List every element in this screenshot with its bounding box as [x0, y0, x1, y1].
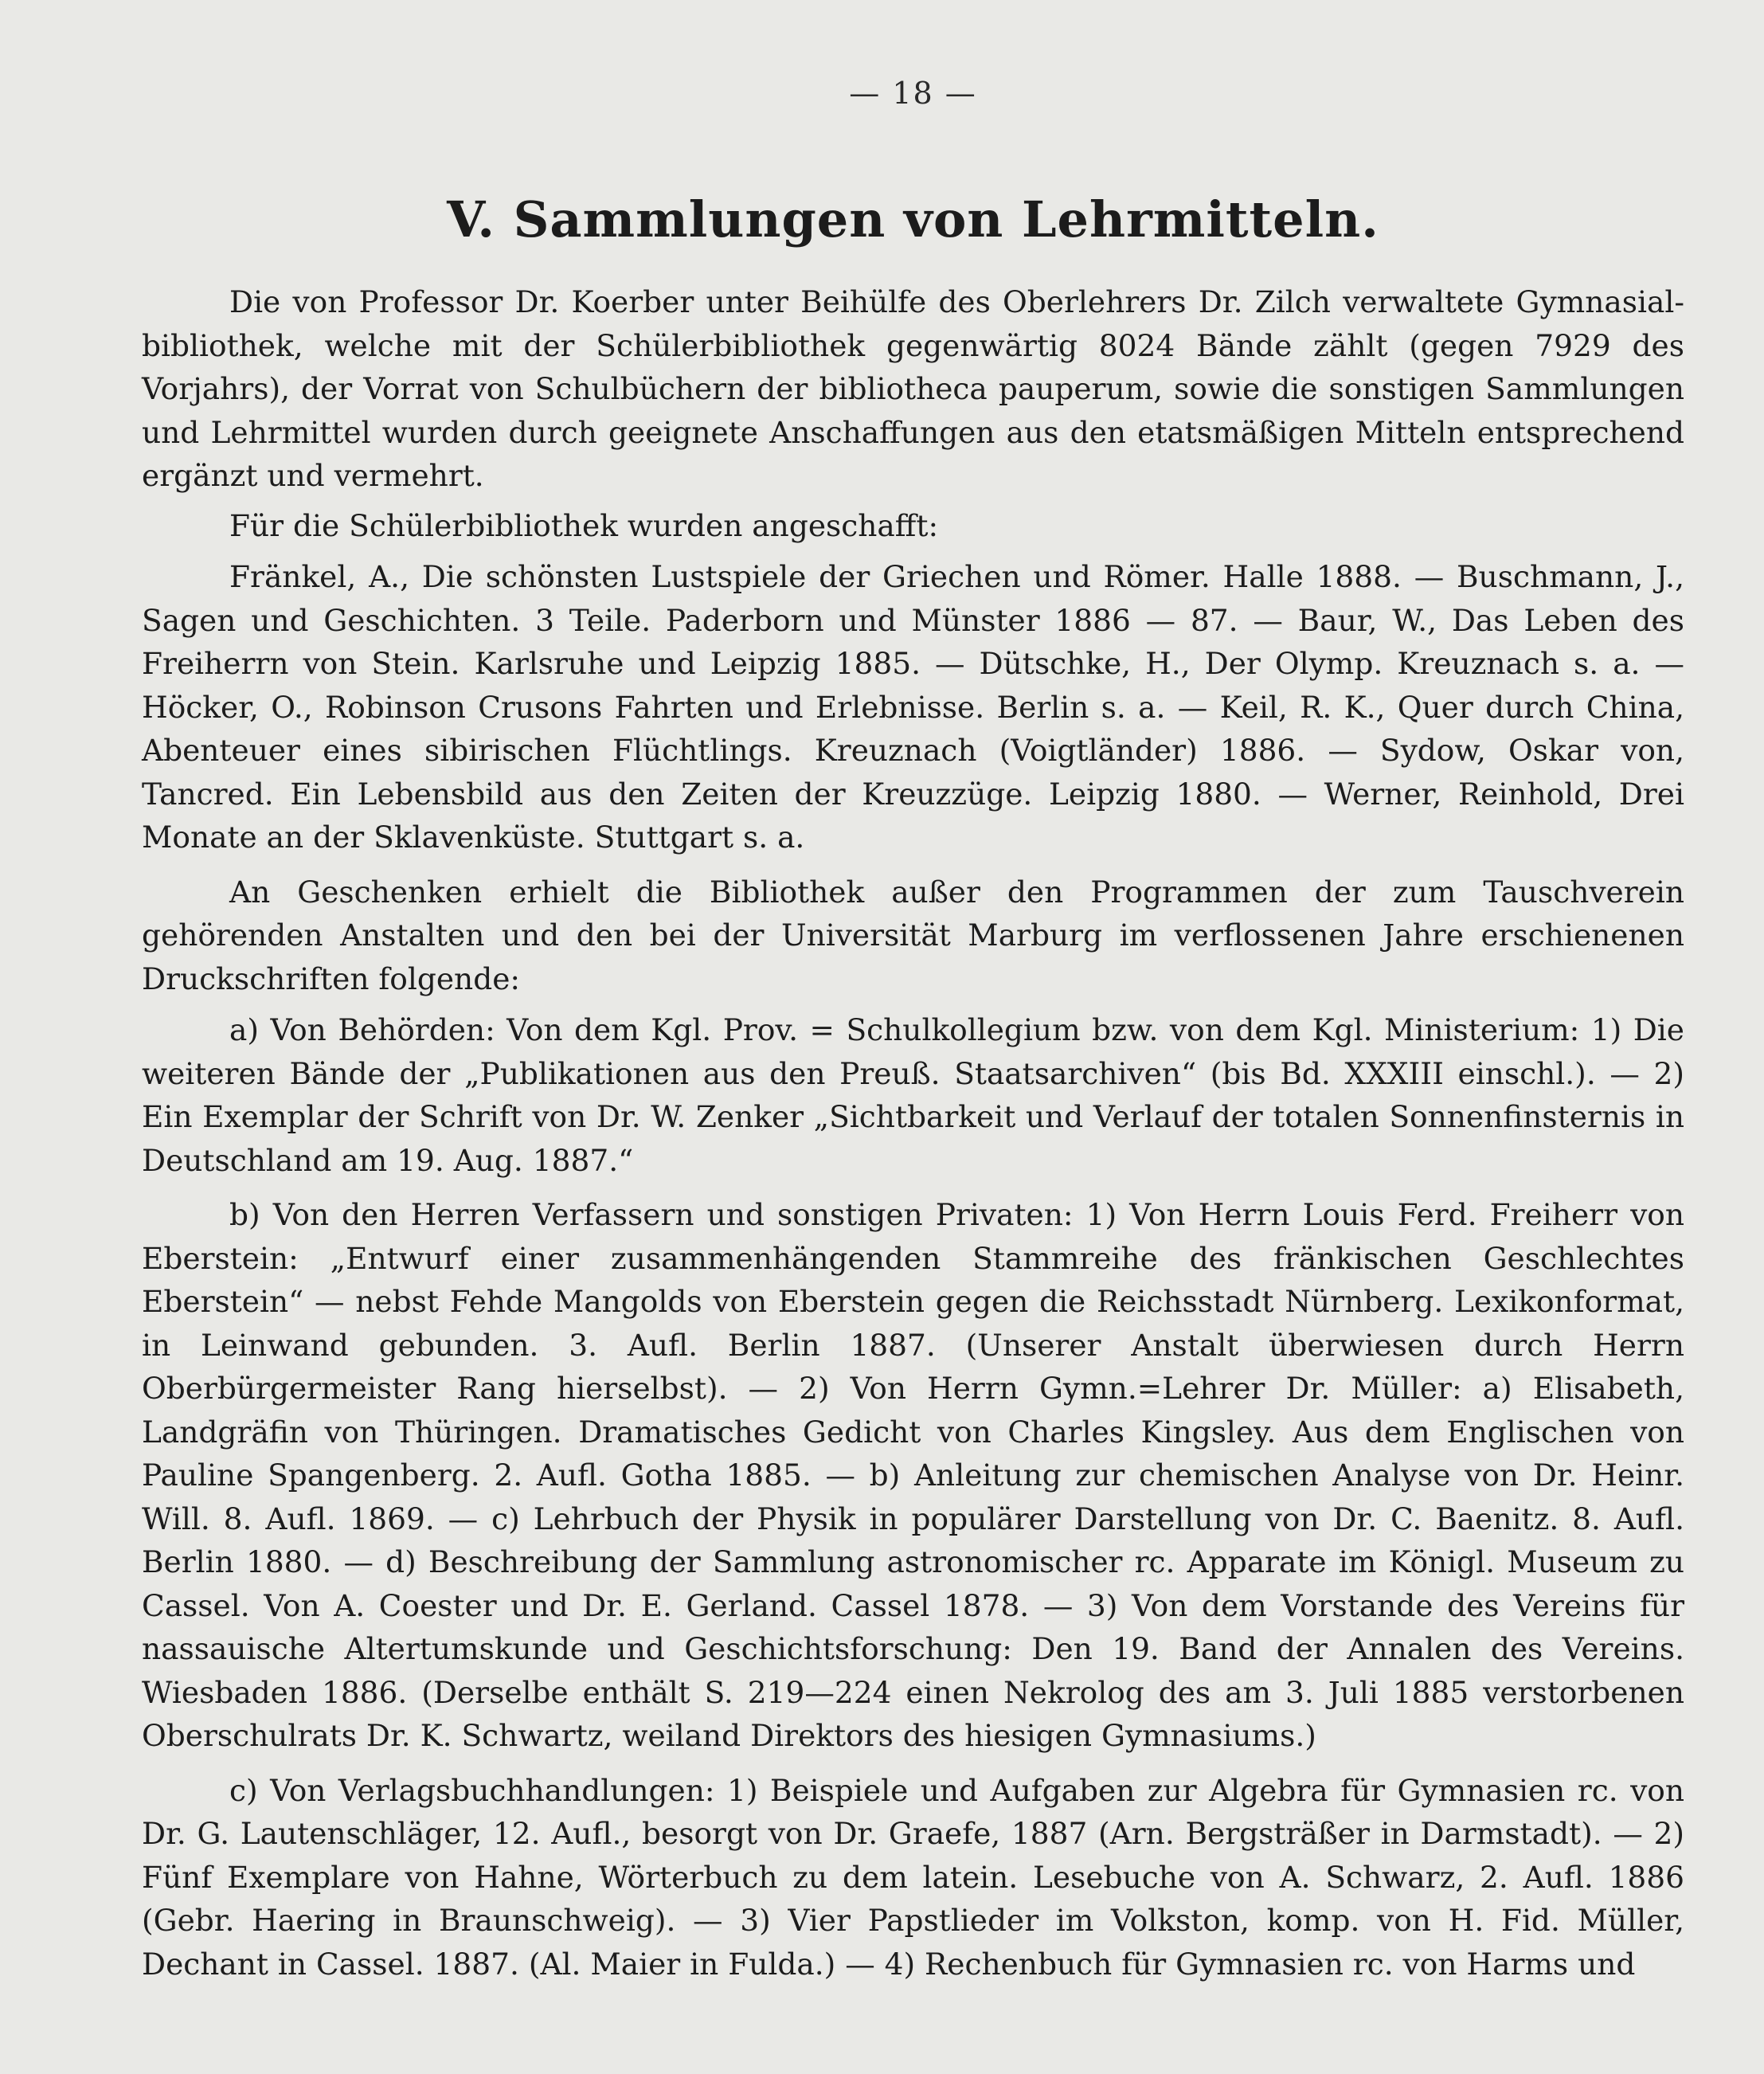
paragraph-library-intro: Die von Professor Dr. Koerber unter Beihülfe des Oberlehrers Dr. Zilch verwaltete Gymnasialbibliothek, welche mit der Schülerbibliothek gegenwärtig 8024 Bände zählt (gegen 7929 des Vorjahrs), der Vorrat von Schulbüchern der bibliotheca pauperum, sowie die sonstigen Sammlungen und Lehrmittel wurden durch geeignete Anschaffungen aus den etatsmäßigen Mitteln entsprechend ergänzt und vermehrt.	[142, 284, 1684, 493]
paragraph-gifts-authorities: a) Von Behörden: Von dem Kgl. Prov. = Schulkollegium bzw. von dem Kgl. Ministerium: 1) Die weiteren Bände der „Publikationen aus den Preuß. Staatsarchiven“ (bis Bd. XXXIII einschl.). — 2) Ein Exemplar der Schrift von Dr. W. Zenker „Sichtbarkeit und Verlauf der totalen Sonnenfinsternis in Deutschland am 19. Aug. 1887.“	[142, 1012, 1684, 1178]
paragraph-gifts-publishers: c) Von Verlagsbuchhandlungen: 1) Beispiele und Aufgaben zur Algebra für Gymnasien rc. von Dr. G. Lautenschläger, 12. Aufl., besorgt von Dr. Graefe, 1887 (Arn. Bergsträßer in Darmstadt). — 2) Fünf Exemplare von Hahne, Wörterbuch zu dem latein. Lesebuche von A. Schwarz, 2. Aufl. 1886 (Gebr. Haering in Braunschweig). — 3) Vier Papstlieder im Volkston, komp. von H. Fid. Müller, Dechant in Cassel. 1887. (Al. Maier in Fulda.) — 4) Rechenbuch für Gymnasien rc. von Harms und	[142, 1772, 1684, 1982]
page-number: — 18 —	[849, 76, 977, 111]
paragraph-gifts-authors: b) Von den Herren Verfassern und sonstigen Privaten: 1) Von Herrn Louis Ferd. Freiherr von Eberstein: „Entwurf einer zusammenhängenden Stammreihe des fränkischen Geschlechtes Eberstein“ — nebst Fehde Mangolds von Eberstein gegen die Reichsstadt Nürnberg. Lexikonformat, in Leinwand gebunden. 3. Aufl. Berlin 1887. (Unserer Anstalt überwiesen durch Herrn Oberbürgermeister Rang hierselbst). — 2) Von Herrn Gymn.=Lehrer Dr. Müller: a) Elisabeth, Landgräfin von Thüringen. Dramatisches Gedicht von Charles Kingsley. Aus dem Englischen von Pauline Spangenberg. 2. Aufl. Gotha 1885. — b) Anleitung zur chemischen Analyse von Dr. Heinr. Will. 8. Aufl. 1869. — c) Lehrbuch der Physik in populärer Darstellung von Dr. C. Baenitz. 8. Aufl. Berlin 1880. — d) Beschreibung der Sammlung astronomischer rc. Apparate im Königl. Museum zu Cassel. Von A. Coester und Dr. E. Gerland. Cassel 1878. — 3) Von dem Vorstande des Vereins für nassauische Altertumskunde und Geschichtsforschung: Den 19. Band der Annalen des Vereins. Wiesbaden 1886. (Derselbe enthält S. 219—224 einen Nekrolog des am 3. Juli 1885 verstorbenen Oberschulrats Dr. K. Schwartz, weiland Direktors des hiesigen Gymnasiums.)	[142, 1197, 1684, 1753]
paragraph-acquisitions-list: Fränkel, A., Die schönsten Lustspiele der Griechen und Römer. Halle 1888. — Buschmann, J., Sagen und Geschichten. 3 Teile. Paderborn und Münster 1886 — 87. — Baur, W., Das Leben des Freiherrn von Stein. Karlsruhe und Leipzig 1885. — Dütschke, H., Der Olymp. Kreuznach s. a. — Höcker, O., Robinson Crusons Fahrten und Erlebnisse. Berlin s. a. — Keil, R. K., Quer durch China, Abenteuer eines sibirischen Flüchtlings. Kreuznach (Voigtländer) 1886. — Sydow, Oskar von, Tancred. Ein Lebensbild aus den Zeiten der Kreuzzüge. Leipzig 1880. — Werner, Reinhold, Drei Monate an der Sklavenküste. Stuttgart s. a.	[142, 559, 1684, 855]
section-heading: V. Sammlungen von Lehrmitteln.	[447, 190, 1379, 248]
paragraph-acquisitions-label: Für die Schülerbibliothek wurden angeschafft:	[229, 507, 939, 543]
paragraph-gifts-intro: An Geschenken erhielt die Bibliothek außer den Programmen der zum Tauschverein gehörenden Anstalten und den bei der Universität Marburg im verflossenen Jahre erschienenen Druckschriften folgende:	[142, 874, 1684, 996]
